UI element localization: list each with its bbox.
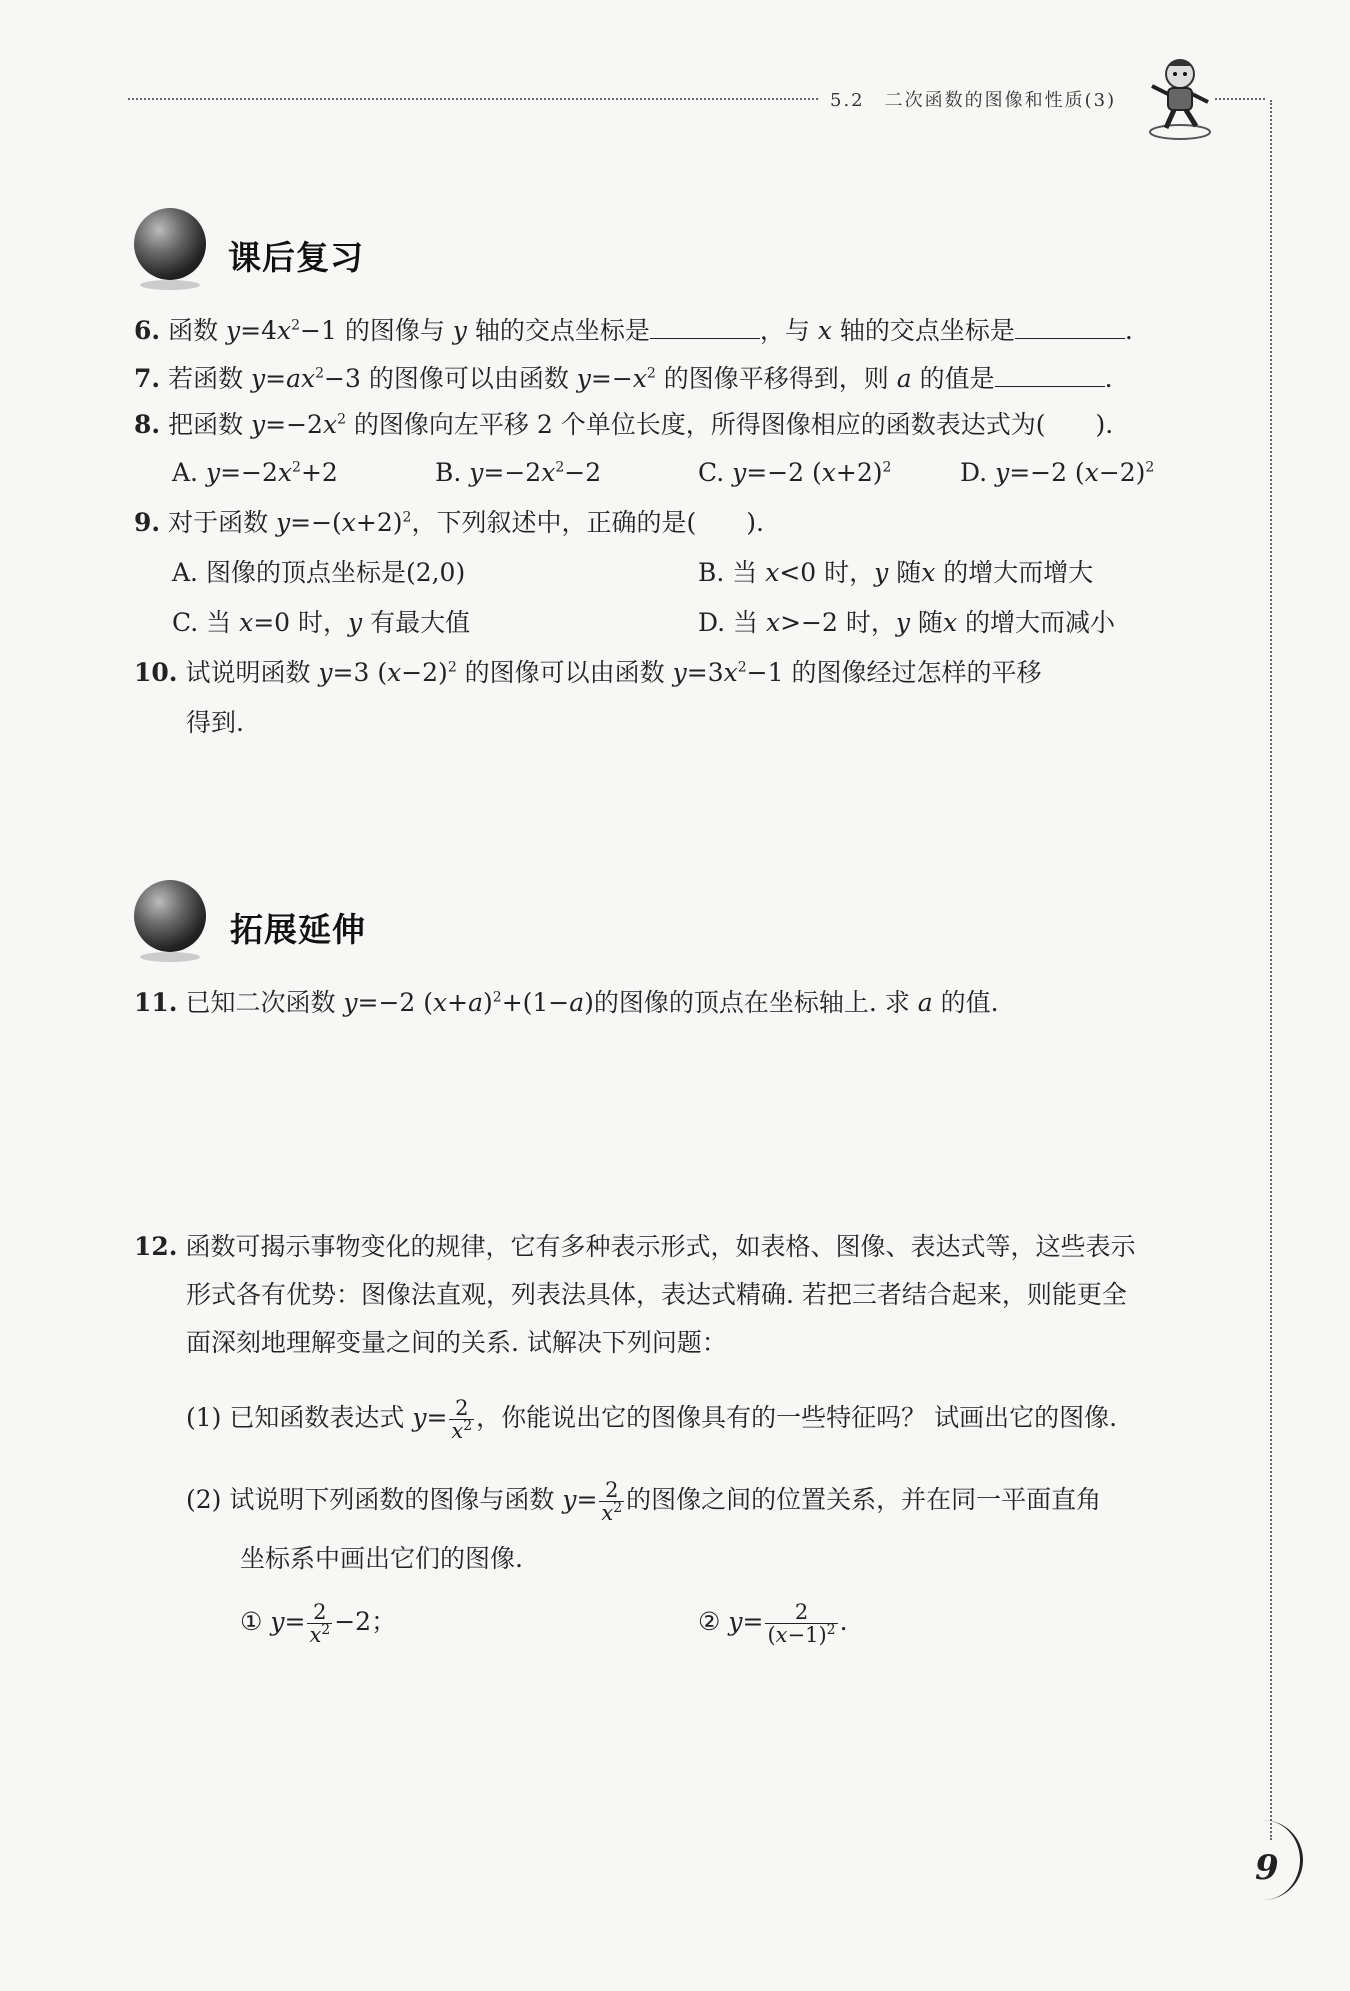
question-6: 6. 函数 $y=4x^2-1$ 的图像与 y 轴的交点坐标是 ，与 x 轴的交点坐标是 . — [134, 316, 1133, 345]
question-12-line-3: 面深刻地理解变量之间的关系. 试解决下列问题： — [186, 1328, 727, 1357]
q8-option-b[interactable]: B. $y=-2x^2-2$ — [435, 458, 602, 487]
q12-part-1: (1) 已知函数表达式 y= $\frac{2}{x^2}$ ，你能说出它的图像具有的一些特征吗？ 试画出它的图像. — [186, 1396, 1118, 1443]
question-9: 9. 对于函数 $y=-(x+2)^2$，下列叙述中，正确的是( ). — [134, 508, 764, 537]
question-10-line-2: 得到. — [186, 708, 244, 737]
sphere-shadow — [140, 280, 200, 290]
question-11: 11. 已知二次函数 y=−2 $(x+a)^2+(1-a)$的图像的顶点在坐标轴上. 求 a 的值. — [134, 988, 999, 1017]
fraction: $\frac{2}{x^2}$ — [309, 1600, 331, 1647]
answer-blank[interactable] — [995, 362, 1105, 387]
fraction: $\frac{2}{(x-1)^2}$ — [767, 1600, 836, 1647]
q12-part-2-line-2: 坐标系中画出它们的图像. — [240, 1544, 523, 1573]
fraction: $\frac{2}{x^2}$ — [601, 1478, 623, 1525]
answer-blank[interactable] — [1015, 314, 1125, 339]
question-12: 12. 函数可揭示事物变化的规律，它有多种表示形式，如表格、图像、表达式等，这些表示 — [134, 1232, 1136, 1261]
header-dotted-rule — [128, 98, 818, 100]
page-number: 9 — [1255, 1848, 1279, 1888]
section-title-extension: 拓展延伸 — [230, 910, 366, 949]
q9-option-c[interactable]: C. 当 x=0 时，y 有最大值 — [172, 608, 471, 637]
q9-option-a[interactable]: A. 图像的顶点坐标是(2,0) — [172, 558, 466, 587]
q8-option-c[interactable]: C. y=−2 $(x+2)^2$ — [698, 458, 892, 487]
right-dotted-rule — [1270, 100, 1272, 1840]
review-sphere-icon — [134, 208, 206, 280]
q8-option-a[interactable]: A. $y=-2x^2+2$ — [172, 458, 338, 487]
mascot-icon — [1140, 52, 1220, 142]
running-header: 5.2 二次函数的图像和性质(3) — [830, 90, 1117, 111]
q12-part-2: (2) 试说明下列函数的图像与函数 y= $\frac{2}{x^2}$ 的图像之间的位置关系，并在同一平面直角 — [186, 1478, 1102, 1525]
q9-option-b[interactable]: B. 当 x<0 时，y 随x 的增大而增大 — [698, 558, 1094, 587]
fraction: $\frac{2}{x^2}$ — [451, 1396, 473, 1443]
section-title-review: 课后复习 — [228, 238, 364, 277]
answer-blank[interactable] — [650, 314, 760, 339]
q8-option-d[interactable]: D. y=−2 $(x-2)^2$ — [960, 458, 1155, 487]
question-10: 10. 试说明函数 y=3 $(x-2)^2$ 的图像可以由函数 $y=3x^2-1$ 的图像经过怎样的平移 — [134, 658, 1042, 687]
question-8: 8. 把函数 $y=-2x^2$ 的图像向左平移 2 个单位长度，所得图像相应的函数表达式为( ). — [134, 410, 1114, 439]
header-dotted-rule-right — [1215, 98, 1265, 100]
sphere-shadow — [140, 952, 200, 962]
q12-item-1: ① y= $\frac{2}{x^2}$ −2； — [240, 1600, 397, 1647]
extension-sphere-icon — [134, 880, 206, 952]
q12-item-2: ② y= $\frac{2}{(x-1)^2}$ . — [698, 1600, 848, 1647]
question-7: 7. 若函数 $y=ax^2-3$ 的图像可以由函数 $y=-x^2$ 的图像平移得到，则 a 的值是 . — [134, 364, 1113, 393]
q9-option-d[interactable]: D. 当 x>−2 时，y 随x 的增大而减小 — [698, 608, 1115, 637]
question-12-line-2: 形式各有优势：图像法直观，列表法具体，表达式精确. 若把三者结合起来，则能更全 — [186, 1280, 1127, 1309]
